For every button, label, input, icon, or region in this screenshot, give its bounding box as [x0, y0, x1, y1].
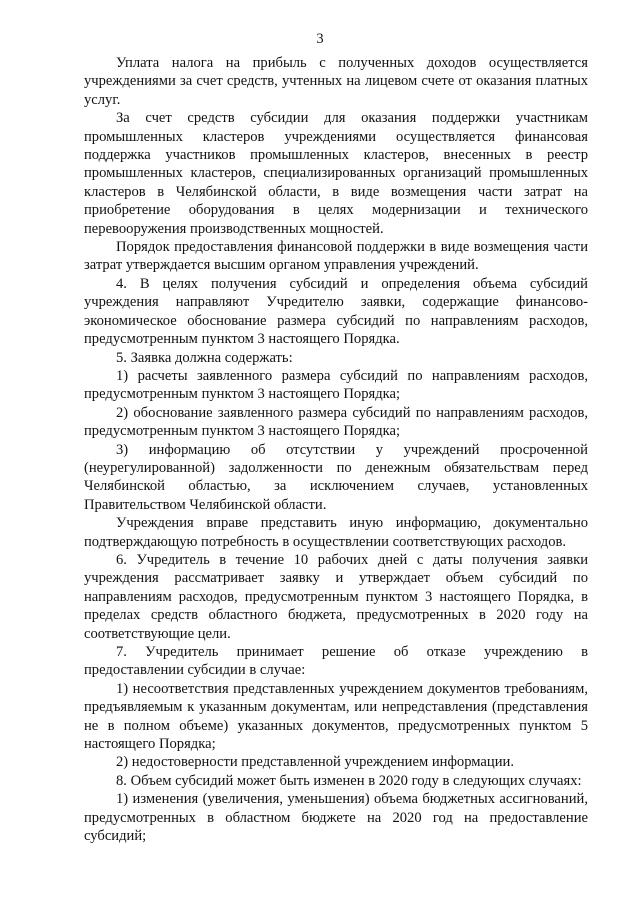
paragraph: Порядок предоставления финансовой поддержки в виде возмещения части затрат утверждается высшим органом управления учреждений. [84, 239, 588, 274]
paragraph: 6. Учредитель в течение 10 рабочих дней с даты получения заявки учреждения рассматривает заявку и утверждает объем субсидий по направлениям расходов, предусмотренным пунктом 3 настоящего Порядка, в пределах средств областного бюджета, предусмотренных в 2020 году на соответствующие цели. [84, 551, 588, 642]
paragraph: 4. В целях получения субсидий и определения объема субсидий учреждения направляют Учредителю заявки, содержащие финансово-экономическое обоснование размера субсидий по направлениям расходов, предусмотренным пунктом 3 настоящего Порядка. [84, 275, 588, 348]
paragraph: 1) несоответствия представленных учреждением документов требованиям, предъявляемым к указанным документам, или непредставления (представления не в полном объеме) указанных документов, предусмотренных пунктом 5 настоящего Порядка; [84, 680, 588, 753]
paragraph: За счет средств субсидии для оказания поддержки участникам промышленных кластеров учреждениями осуществляется финансовая поддержка участников промышленных кластеров, внесенных в реестр промышленных кластеров, специализированных организаций промышленных кластеров в Челябинской области, в виде возмещения части затрат на приобретение оборудования в целях модернизации и технического перевооружения производственных мощностей. [84, 110, 588, 237]
paragraph: 2) недостоверности представленной учреждением информации. [116, 754, 514, 771]
paragraph: Уплата налога на прибыль с полученных доходов осуществляется учреждениями за счет средств, учтенных на лицевом счете от оказания платных услуг. [84, 55, 588, 108]
paragraph: 3) информацию об отсутствии у учреждений просроченной (неурегулированной) задолженности по денежным обязательствам перед Челябинской областью, за исключением случаев, установленных Правительством Челябинской области. [84, 441, 588, 513]
paragraph: 2) обоснование заявленного размера субсидий по направлениям расходов, предусмотренным пунктом 3 настоящего Порядка; [84, 404, 588, 440]
paragraph: Учреждения вправе представить иную информацию, документально подтверждающую потребность в осуществлении соответствующих расходов. [84, 515, 588, 550]
paragraph: 1) изменения (увеличения, уменьшения) объема бюджетных ассигнований, предусмотренных в областном бюджете на 2020 год на предоставление субсидий; [84, 791, 588, 845]
document-body [84, 54, 588, 845]
paragraph: 1) расчеты заявленного размера субсидий по направлениям расходов, предусмотренным пунктом 3 настоящего Порядка; [84, 367, 588, 403]
paragraph: 8. Объем субсидий может быть изменен в 2020 году в следующих случаях: [116, 772, 582, 789]
paragraph: 7. Учредитель принимает решение об отказе учреждению в предоставлении субсидии в случае: [84, 644, 588, 679]
paragraph: 5. Заявка должна содержать: [116, 349, 293, 366]
page-number: 3 [316, 31, 324, 47]
